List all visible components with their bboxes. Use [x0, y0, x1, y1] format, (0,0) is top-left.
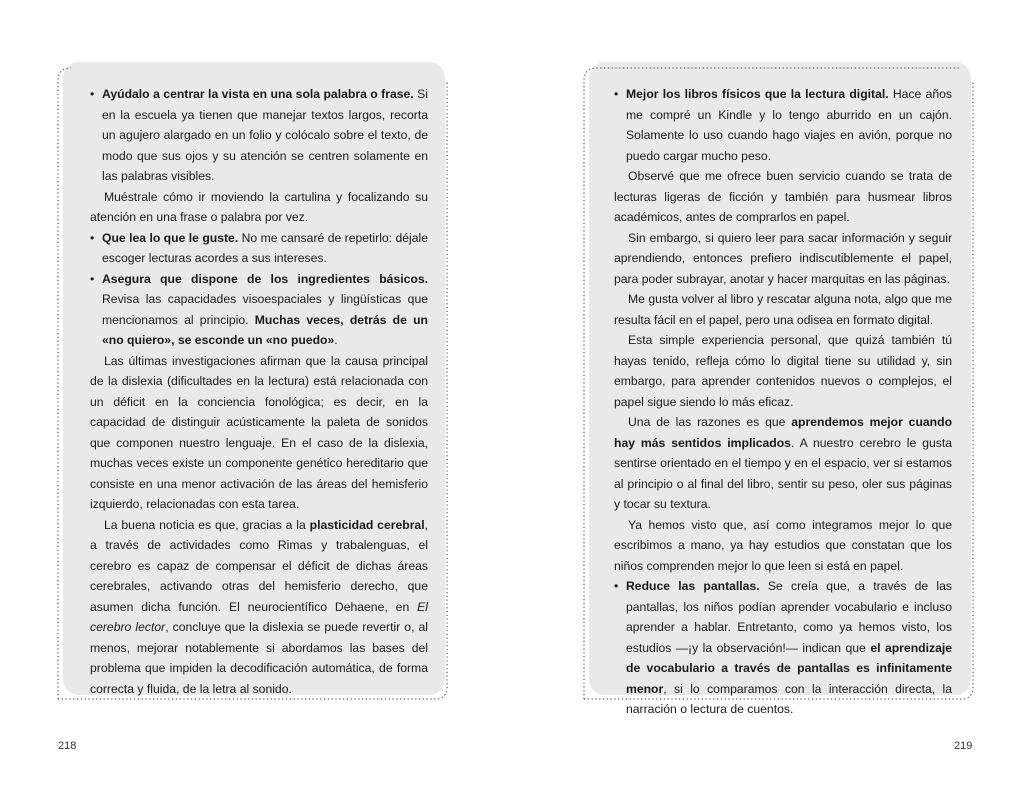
bullet-paragraph: [614, 84, 952, 166]
paragraph: [90, 187, 428, 228]
text-run: Se creía que, a través de las pantallas, los niños podían aprender vocabulario e incluso aprender a hablar. Entretanto, como ya hemos visto, los estudios —¡y la observación!— indican que: [626, 579, 952, 655]
paragraph: [614, 228, 952, 290]
paragraph: [614, 412, 952, 515]
paragraph: [614, 330, 952, 412]
paragraph: [90, 351, 428, 515]
bullet-paragraph: [614, 576, 952, 720]
bullet-icon: •: [90, 230, 95, 245]
page-number: 218: [58, 740, 77, 752]
text-run: Ya hemos visto que, así como integramos mejor lo que escribimos a mano, ya hay estudios que constatan que los niños comprenden mejor lo que leen si está en papel.: [614, 517, 952, 573]
bold-text: Reduce las pantallas.: [626, 579, 760, 593]
text-run: Revisa las capacidades visoespaciales y lingüísticas que mencionamos al principio.: [102, 292, 428, 327]
bold-text: Ayúdalo a centrar la vista en una sola palabra o frase.: [102, 87, 414, 101]
bullet-paragraph: [90, 84, 428, 187]
text-run: , si lo comparamos con la interacción directa, la narración o lectura de cuentos.: [626, 681, 952, 716]
text-run: La buena noticia es que, gracias a la: [104, 517, 310, 532]
text-run: Sin embargo, si quiero leer para sacar información y seguir aprendiendo, entonces prefiero indiscutiblemente el papel, para poder subrayar, anotar y hacer marquitas en las páginas.: [614, 230, 952, 286]
bold-text: Asegura que dispone de los ingredientes básicos.: [102, 271, 428, 286]
bold-text: Mejor los libros físicos que la lectura digital.: [626, 87, 889, 101]
text-run: Muéstrale cómo ir moviendo la cartulina y focalizando su atención en una frase o palabra por vez.: [90, 189, 428, 224]
bold-text: Que lea lo que le guste.: [102, 230, 239, 245]
bold-text: Muchas veces, detrás de un «no quiero», se esconde un «no puedo»: [102, 312, 428, 347]
paragraph: [90, 515, 428, 700]
right-page: [512, 0, 1024, 785]
text-run: . A nuestro cerebro le gusta sentirse orientado en el tiempo y en el espacio, ver si estamos al principio o al final del libro, sentir su peso, oler sus páginas y tocar su textura.: [614, 435, 953, 511]
text-run: Si en la escuela ya tienen que manejar textos largos, recorta un agujero alargado en un folio y colócalo sobre el texto, de modo que sus ojos y su atención se centren solamente en las palabras visibles.: [102, 87, 428, 183]
paragraph: [614, 515, 952, 577]
bold-text: aprendemos mejor cuando hay más sentidos implicados: [614, 415, 953, 450]
paragraph: [614, 166, 952, 228]
bold-text: el aprendizaje de vocabulario a través de pantallas es infinitamente menor: [626, 640, 953, 696]
text-run: Me gusta volver al libro y rescatar alguna nota, algo que me resulta fácil en el papel, pero una odisea en formato digital.: [614, 292, 952, 327]
text-run: , a través de actividades como Rimas y trabalenguas, el cerebro es capaz de compensar el déficit de dichas áreas cerebrales, activando otras del hemisferio derecho, que asumen dicha función. El neurocientífico Dehaene, en: [90, 517, 428, 614]
text-run: Observé que me ofrece buen servicio cuando se trata de lecturas ligeras de ficción y también para husmear libros académicos, antes de comprarlos en papel.: [614, 169, 952, 224]
text-run: Una de las razones es que: [628, 415, 792, 429]
text-run: No me cansaré de repetirlo: déjale escoger lecturas acordes a sus intereses.: [102, 230, 428, 265]
paragraph: [614, 289, 952, 330]
page-number: 219: [954, 740, 973, 752]
bullet-icon: •: [614, 87, 619, 101]
text-run: .: [334, 333, 338, 347]
text-run: Esta simple experiencia personal, que quizá también tú hayas tenido, refleja cómo lo digital tiene su utilidad y, sin embargo, para aprender contenidos nuevos o complejos, el papel sigue siendo lo más eficaz.: [614, 333, 952, 409]
page-body: [614, 84, 952, 720]
bullet-paragraph: [90, 228, 428, 269]
italic-text: El cerebro lector: [90, 599, 428, 634]
bullet-icon: •: [90, 87, 95, 101]
bullet-icon: •: [90, 271, 95, 286]
bullet-paragraph: [90, 269, 428, 351]
text-run: , concluye que la dislexia se puede revertir o, al menos, mejorar notablemente si abordamos las bases del problema que impiden la decodificación automática, de forma correcta y fluida, de la letra al sonido.: [90, 620, 428, 696]
bold-text: plasticidad cerebral: [309, 517, 425, 532]
text-run: Las últimas investigaciones afirman que la causa principal de la dislexia (dificultades en la lectura) está relacionada con un déficit en la conciencia fonológica; es decir, en la capacidad de distinguir acústicamente la paleta de sonidos que componen nuestro lenguaje. En el caso de la dislexia, muchas veces existe un componente genético hereditario que consiste en una menor activación de las áreas del hemisferio izquierdo, relacionadas con esta tarea.: [90, 353, 428, 511]
page-body: [90, 84, 428, 699]
bullet-icon: •: [614, 579, 619, 593]
text-run: Hace años me compré un Kindle y lo tengo aburrido en un cajón. Solamente lo uso cuando hago viajes en avión, porque no puedo cargar mucho peso.: [626, 87, 952, 163]
